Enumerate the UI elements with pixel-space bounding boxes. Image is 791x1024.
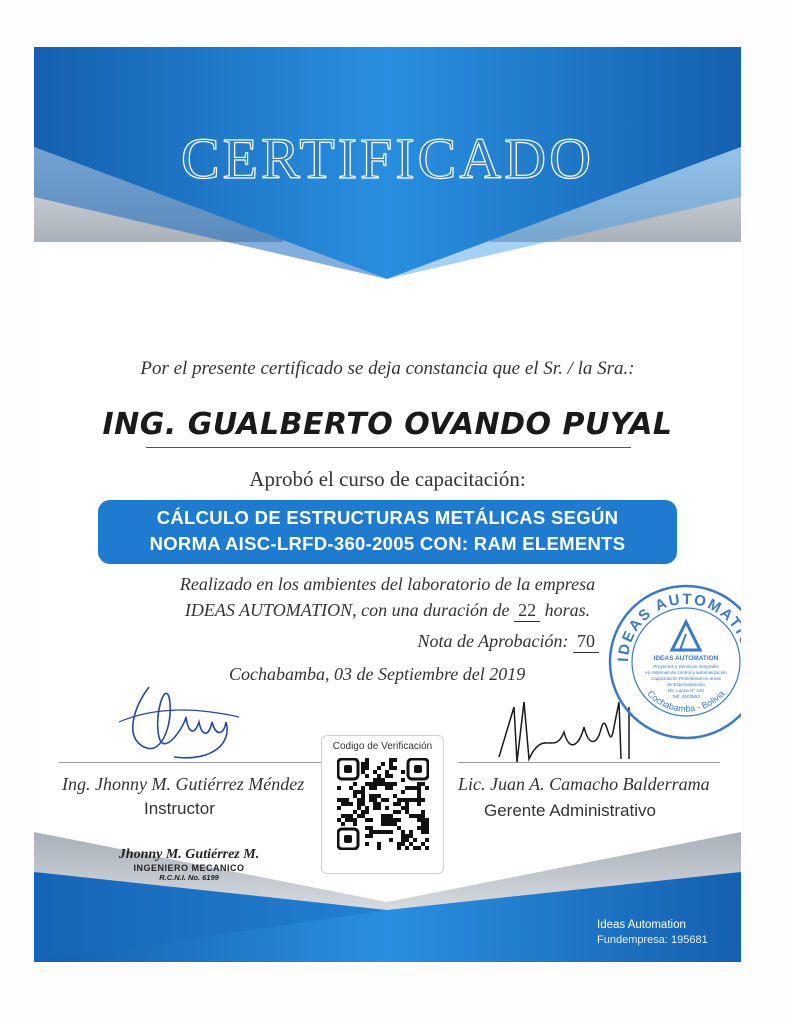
- stamp-line: Telf. 4503863: [672, 694, 700, 699]
- verification-label: Codigo de Verificación: [332, 741, 433, 752]
- footer-registration: Fundempresa: 195681: [597, 934, 708, 946]
- company-duration-text: IDEAS AUTOMATION, con una duración de: [184, 600, 510, 620]
- certificate-title: CERTIFICADO: [181, 126, 594, 191]
- instructor-name: Ing. Jhonny M. Gutiérrez Méndez: [62, 774, 305, 794]
- intro-text: Por el presente certificado se deja constancia que el Sr. / la Sra.:: [140, 358, 635, 379]
- instructor-signature: [114, 677, 254, 767]
- grade-value: 70: [573, 631, 599, 653]
- grade-label: Nota de Aprobación:: [417, 631, 569, 651]
- course-line-2: NORMA AISC-LRFD-360-2005 CON: RAM ELEMENTS: [149, 533, 626, 554]
- company-stamp: [606, 582, 758, 742]
- certificate: [34, 47, 758, 962]
- seal-signature: Jhonny M. Gutiérrez M.: [118, 847, 260, 862]
- course-line-1: CÁLCULO DE ESTRUCTURAS METÁLICAS SEGÚN: [156, 507, 619, 528]
- manager-name: Lic. Juan A. Camacho Balderrama: [458, 774, 710, 794]
- header-banner: [34, 47, 741, 282]
- stamp-bottom-text: Cochabamba - Bolivia: [645, 688, 727, 714]
- stamp-line: de Especialización: [666, 682, 706, 687]
- manager-role: Gerente Administrativo: [484, 801, 656, 820]
- realizado-text: Realizado en los ambientes del laboratorio de la empresa: [179, 574, 596, 594]
- seal-registration: R.C.N.I. No. 6199: [159, 873, 219, 882]
- hours-suffix: horas.: [544, 600, 591, 620]
- stamp-line: en sistemas de control y automatización: [645, 670, 727, 675]
- hours-value: 22: [514, 600, 540, 622]
- stamp-line: Dir. Lanza Nº 434: [668, 688, 704, 693]
- recipient-name: ING. GUALBERTO OVANDO PUYAL: [102, 407, 673, 442]
- footer-company: Ideas Automation: [597, 919, 686, 931]
- stamp-arc-text: IDEAS AUTOMATION: [614, 590, 758, 663]
- instructor-role: Instructor: [144, 799, 215, 818]
- name-underline: [146, 447, 631, 448]
- manager-signature-line: [458, 762, 720, 763]
- engineer-seal: [89, 847, 289, 882]
- grade-line: [34, 631, 599, 653]
- approved-text: Aprobó el curso de capacitación:: [249, 467, 526, 491]
- stamp-line: Proyectos y Servicios Integrales: [653, 664, 719, 669]
- seal-title: INGENIERO MECANICO: [133, 863, 245, 873]
- svg-text:IDEAS AUTOMATION: [614, 590, 758, 663]
- stamp-line: Capacitación Profesional en áreas: [651, 676, 721, 681]
- issue-date: Cochabamba, 03 de Septiembre del 2019: [229, 664, 526, 684]
- course-banner: [98, 500, 677, 564]
- instructor-signature-line: [59, 762, 329, 763]
- stamp-center-title: IDEAS AUTOMATION: [653, 655, 719, 662]
